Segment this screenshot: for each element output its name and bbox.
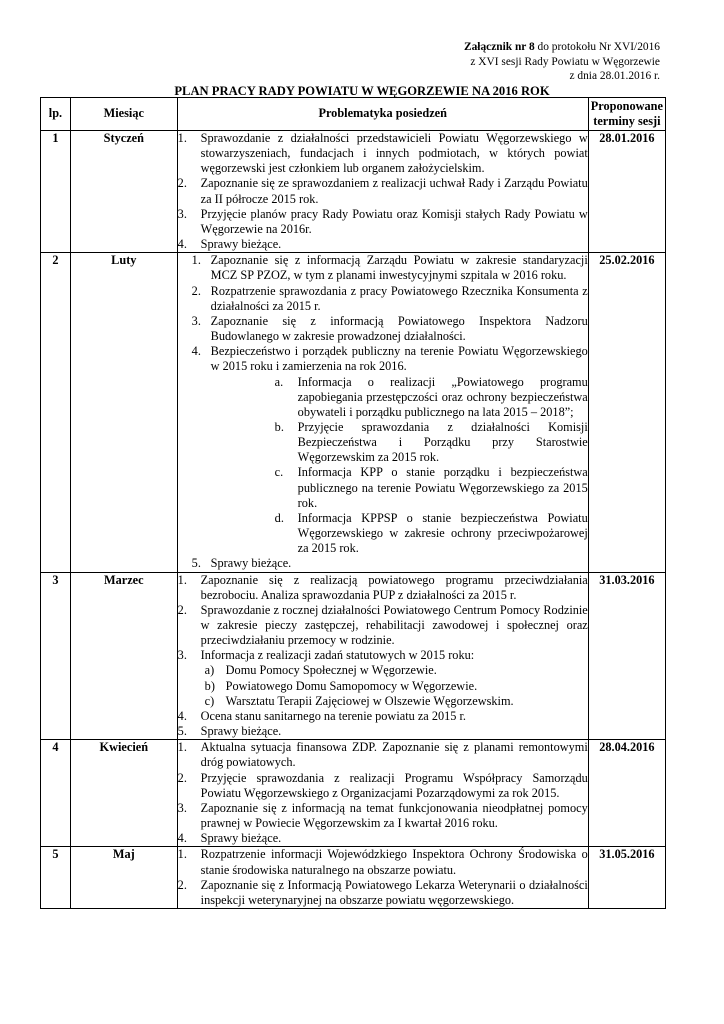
issue-list	[178, 131, 588, 252]
issue-text: Zapoznanie się z Informacją Powiatowego Lekarza Weterynarii o działalności inspekcji weterynaryjnej na obszarze powiatu węgorzewskiego.	[200, 877, 588, 907]
issue-item	[178, 724, 588, 739]
issue-item	[178, 831, 588, 846]
annex-label: Załącznik nr 8	[464, 41, 535, 53]
document-title: PLAN PRACY RADY POWIATU W WĘGORZEWIE NA 2016 ROK	[174, 84, 550, 98]
sub-item-text: Powiatowego Domu Samopomocy w Węgorzewie.	[225, 678, 478, 693]
issue-list	[178, 253, 588, 571]
issue-item	[178, 237, 588, 252]
row-month: Kwiecień	[70, 740, 177, 847]
issue-number: 4.	[177, 708, 187, 723]
row-session-date: 28.01.2016	[588, 131, 665, 253]
issue-item	[178, 131, 588, 176]
table-row	[41, 253, 666, 572]
work-plan-table	[40, 97, 666, 909]
sub-item-text: Informacja KPPSP o stanie bezpieczeństwa Powiatu Węgorzewskiego w zakresie ochrony przeciwpożarowej za 2015 rok.	[297, 510, 588, 556]
sub-item-text: Warsztatu Terapii Zajęciowej w Olszewie Węgorzewskim.	[225, 693, 514, 708]
issue-item	[178, 176, 588, 206]
issue-number: 3.	[191, 313, 201, 328]
sub-item	[211, 511, 588, 556]
issue-text: Ocena stanu sanitarnego na terenie powiatu za 2015 r.	[200, 708, 466, 723]
annex-note	[340, 40, 660, 84]
row-number: 1	[41, 131, 71, 253]
issue-item	[178, 603, 588, 648]
annex-protocol: do protokołu Nr XVI/2016	[534, 41, 660, 53]
issue-number: 1.	[177, 131, 187, 145]
sub-item-text: Domu Pomocy Społecznej w Węgorzewie.	[225, 663, 437, 678]
sub-item-letter: c)	[204, 693, 215, 708]
sub-item	[211, 420, 588, 465]
issue-number: 1.	[177, 572, 187, 587]
sub-item	[201, 679, 588, 694]
header-dates-line-2: terminy sesji	[593, 114, 661, 128]
issue-text: Sprawy bieżące.	[200, 724, 282, 739]
row-session-date: 28.04.2016	[588, 740, 665, 847]
issue-item	[178, 344, 588, 556]
issue-number: 4.	[191, 344, 201, 359]
sub-item-letter: d.	[274, 510, 284, 525]
row-month: Maj	[70, 847, 177, 909]
sub-item	[211, 375, 588, 420]
issue-text: Aktualna sytuacja finansowa ZDP. Zapoznanie się z planami remontowymi dróg powiatowych.	[200, 740, 588, 770]
header-month: Miesiąc	[70, 98, 177, 131]
issue-text: Rozpatrzenie informacji Wojewódzkiego Inspektora Ochrony Środowiska o stanie środowiska naturalnego na obszarze powiatu.	[200, 847, 588, 877]
row-issues	[177, 740, 588, 847]
sub-item-letter: c.	[274, 465, 284, 480]
row-session-date: 31.03.2016	[588, 572, 665, 740]
table-row	[41, 572, 666, 740]
issue-number: 2.	[177, 877, 187, 892]
issue-item	[178, 740, 588, 770]
issue-text: Przyjęcie planów pracy Rady Powiatu oraz Komisji stałych Rady Powiatu w Węgorzewie na 2016r.	[200, 206, 588, 236]
issue-text: Zapoznanie się z informacją Powiatowego Inspektora Nadzoru Budowlanego w zakresie prowadzonej działalności.	[210, 313, 588, 344]
row-number: 2	[41, 253, 71, 572]
issue-item	[178, 207, 588, 237]
issue-number: 1.	[191, 253, 201, 268]
issue-number: 3.	[177, 800, 187, 815]
row-number: 3	[41, 572, 71, 740]
issue-number: 5.	[177, 724, 187, 739]
issue-number: 3.	[177, 206, 187, 221]
issue-item	[178, 878, 588, 908]
sub-item-letter: a)	[204, 663, 215, 678]
issue-text: Zapoznanie się z informacją Zarządu Powiatu w zakresie standaryzacji MCZ SP PZOZ, w tym z planami inwestycyjnymi szpitala w 2016 roku.	[210, 253, 588, 283]
table-row	[41, 740, 666, 847]
issue-list	[178, 573, 588, 740]
row-session-date: 31.05.2016	[588, 847, 665, 909]
header-issues: Problematyka posiedzeń	[177, 98, 588, 131]
issue-text: Sprawy bieżące.	[200, 831, 282, 846]
issue-item	[178, 253, 588, 283]
row-issues	[177, 847, 588, 909]
sub-item-letter: a.	[274, 374, 284, 389]
issue-list	[178, 847, 588, 908]
row-issues	[177, 131, 588, 253]
issue-number: 2.	[177, 602, 187, 617]
sub-item-letter: b)	[204, 678, 215, 693]
issue-item	[178, 648, 588, 709]
row-month: Marzec	[70, 572, 177, 740]
sub-item-text: Informacja o realizacji „Powiatowego programu zapobiegania przestępczości oraz ochrony bezpieczeństwa obywateli i porządku publicznego na lata 2015 – 2018”;	[297, 374, 588, 419]
sub-item-text: Przyjęcie sprawozdania z działalności Komisji Bezpieczeństwa i Porządku przy Starostwie Węgorzewskim za 2015 rok.	[297, 419, 588, 465]
issue-text: Zapoznanie się z realizacją powiatowego programu przeciwdziałania bezrobociu. Analiza sprawozdania PUP z działalności za 2015 r.	[200, 572, 588, 602]
issue-text: Przyjęcie sprawozdania z realizacji Programu Współpracy Samorządu Powiatu Węgorzewskiego z Organizacjami Pozarządowymi za rok 2015.	[200, 770, 588, 800]
annex-line-1	[340, 40, 660, 55]
issue-item	[178, 573, 588, 603]
sub-list	[201, 663, 588, 708]
header-dates	[588, 98, 665, 131]
row-month: Luty	[70, 253, 177, 572]
row-month: Styczeń	[70, 131, 177, 253]
issue-text: Zapoznanie się z informacją na temat funkcjonowania nieodpłatnej pomocy prawnej w Powiecie Węgorzewskim za I kwartał 2016 roku.	[200, 800, 588, 831]
issue-number: 2.	[191, 283, 201, 298]
issue-number: 5.	[191, 556, 201, 571]
issue-text: Bezpieczeństwo i porządek publiczny na terenie Powiatu Węgorzewskiego w 2015 roku i zamierzenia na rok 2016.	[210, 344, 588, 374]
issue-number: 2.	[177, 176, 187, 191]
sub-list	[211, 375, 588, 557]
row-issues	[177, 253, 588, 572]
table-header-row	[41, 98, 666, 131]
row-number: 4	[41, 740, 71, 847]
issue-item	[178, 847, 588, 877]
issue-text: Informacja z realizacji zadań statutowych w 2015 roku:	[200, 648, 475, 663]
sub-item-letter: b.	[274, 419, 284, 434]
annex-line-2: z XVI sesji Rady Powiatu w Węgorzewie	[470, 55, 660, 68]
issue-item	[178, 556, 588, 571]
header-dates-line-1: Proponowane	[590, 99, 663, 113]
issue-number: 3.	[177, 648, 187, 663]
annex-line-3: z dnia 28.01.2016 r.	[569, 70, 660, 82]
header-lp: lp.	[41, 98, 71, 131]
issue-text: Zapoznanie się ze sprawozdaniem z realizacji uchwał Rady i Zarządu Powiatu za II półrocze 2015 rok.	[200, 176, 588, 206]
issue-text: Sprawy bieżące.	[200, 237, 282, 252]
table-row	[41, 131, 666, 253]
issue-number: 1.	[177, 847, 187, 862]
issue-number: 2.	[177, 770, 187, 785]
sub-item	[201, 663, 588, 678]
issue-item	[178, 284, 588, 314]
sub-item-text: Informacja KPP o stanie porządku i bezpieczeństwa publicznego na terenie Powiatu Węgorzewskiego za 2015 rok.	[297, 465, 588, 510]
issue-text: Sprawozdanie z rocznej działalności Powiatowego Centrum Pomocy Rodzinie w zakresie pieczy zastępczej, rehabilitacji zawodowej i społecznej oraz przeciwdziałaniu przemocy w rodzinie.	[200, 602, 588, 648]
row-session-date: 25.02.2016	[588, 253, 665, 572]
sub-item	[201, 694, 588, 709]
issue-list	[178, 740, 588, 846]
issue-text: Sprawy bieżące.	[210, 556, 292, 571]
row-issues	[177, 572, 588, 740]
row-number: 5	[41, 847, 71, 909]
table-body	[41, 131, 666, 909]
issue-text: Sprawozdanie z działalności przedstawicieli Powiatu Węgorzewskiego w stowarzyszeniach, fundacjach i innych podmiotach, w których powiat węgorzewski jest członkiem lub organem założycielskim.	[200, 131, 588, 176]
issue-number: 4.	[177, 237, 187, 252]
table-row	[41, 847, 666, 909]
issue-number: 4.	[177, 831, 187, 846]
issue-item	[178, 314, 588, 344]
issue-item	[178, 771, 588, 801]
sub-item	[211, 465, 588, 510]
issue-item	[178, 801, 588, 831]
issue-text: Rozpatrzenie sprawozdania z pracy Powiatowego Rzecznika Konsumenta z działalności za 2015 r.	[210, 283, 588, 313]
issue-number: 1.	[177, 740, 187, 755]
issue-item	[178, 709, 588, 724]
